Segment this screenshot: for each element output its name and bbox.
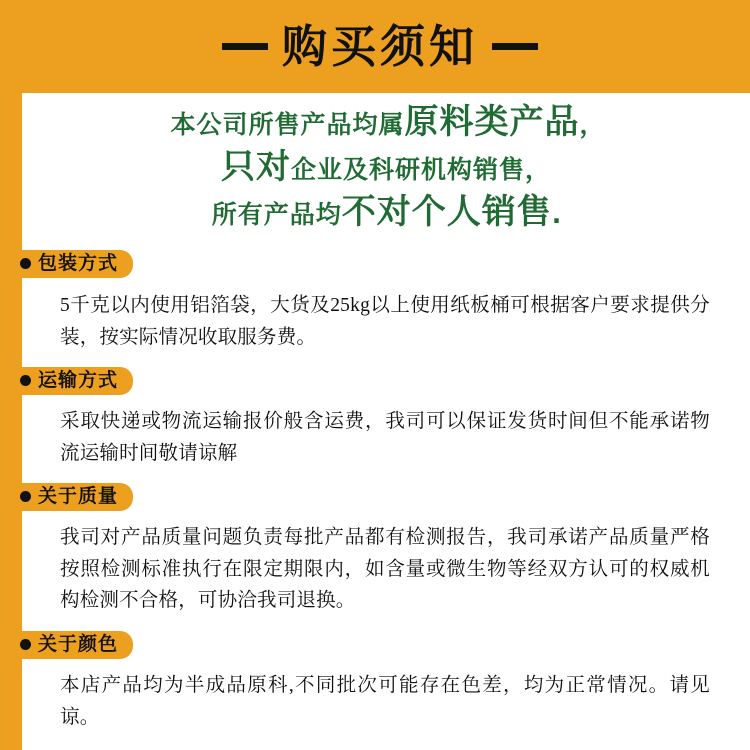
intro-line-3 xyxy=(22,190,750,235)
intro-line-1 xyxy=(22,100,750,145)
section-body-packaging: 5千克以内使用铝箔袋，大货及25kg以上使用纸板桶可根据客户要求提供分装，按实际情况收取服务费。 xyxy=(60,295,710,348)
dash-left-icon xyxy=(222,43,268,50)
bullet-dot-icon xyxy=(20,375,31,386)
section-tag-packaging xyxy=(8,250,133,278)
page-title: 购买须知 xyxy=(281,20,478,73)
section-packaging xyxy=(22,250,750,353)
bullet-dot-icon xyxy=(20,491,31,502)
bullet-dot-icon xyxy=(20,639,31,650)
intro-line-1-small: 本公司所售产品均属 xyxy=(170,110,405,139)
section-body-shipping: 采取快递或物流运输报价般含运费，我司可以保证发货时间但不能承诺物流运输时间敬请谅解 xyxy=(60,411,710,464)
section-body-color: 本店产品均为半成品原科,不同批次可能存在色差，均为正常情况。请见谅。 xyxy=(60,675,710,728)
section-color xyxy=(22,631,750,733)
bullet-dot-icon xyxy=(20,258,31,269)
section-shipping xyxy=(22,367,750,469)
section-tag-color xyxy=(8,631,133,659)
notice-sections xyxy=(22,250,750,739)
section-tag-label: 包装方式 xyxy=(38,252,119,274)
intro-line-2-large: 只对 xyxy=(220,146,291,187)
intro-line-1-tail: ， xyxy=(579,110,606,139)
intro-line-1-large: 原料类产品 xyxy=(404,102,580,142)
section-tag-label: 关于质量 xyxy=(38,485,119,508)
section-quality xyxy=(22,483,750,617)
section-body-quality: 我司对产品质量问题负责每批产品都有检测报告，我司承诺产品质量严格按照检测标准执行在限定期限内，如含量或微生物等经双方认可的权威机构检测不合格，可协洽我司退换。 xyxy=(60,527,710,612)
section-tag-label: 关于颜色 xyxy=(38,633,119,656)
intro-block xyxy=(22,100,750,235)
section-tag-quality xyxy=(8,483,133,511)
header-inner xyxy=(222,20,538,73)
section-tag-shipping xyxy=(8,367,133,395)
header-banner xyxy=(22,0,750,93)
intro-line-2 xyxy=(22,145,750,190)
dash-right-icon xyxy=(492,43,538,50)
intro-line-3-large: 不对个人销售 xyxy=(341,191,552,232)
intro-line-3-small: 所有产品均 xyxy=(211,199,342,229)
intro-line-3-tail: . xyxy=(551,199,563,229)
intro-line-2-small: 企业及科研机构销售， xyxy=(290,154,551,184)
section-tag-label: 运输方式 xyxy=(38,369,119,392)
